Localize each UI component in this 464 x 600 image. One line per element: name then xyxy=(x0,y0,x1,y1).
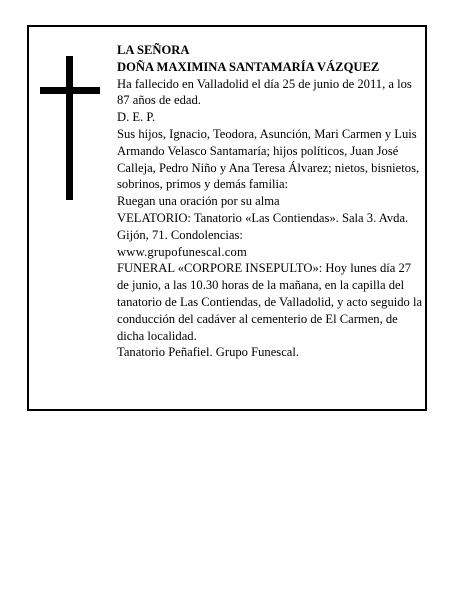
wake-info: VELATORIO: Tanatorio «Las Contiendas». Sala 3. Avda. Gijón, 71. Condolencias: xyxy=(117,210,409,242)
dep-line: D. E. P. xyxy=(117,110,156,125)
deceased-name: DOÑA MAXIMINA SANTAMARÍA VÁZQUEZ xyxy=(117,59,380,74)
condolences-website: www.grupofunescal.com xyxy=(117,244,247,259)
notice-title-line1: LA SEÑORA xyxy=(117,43,190,57)
cross-icon xyxy=(40,56,100,200)
family-list: Sus hijos, Ignacio, Teodora, Asunción, Mari Carmen y Luis Armando Velasco Santamaría; hijos políticos, Juan José Calleja, Pedro Niño y Ana Teresa Álvarez; nietos, bisnietos, sobrinos, primos y demás familia: xyxy=(117,126,420,192)
cross-horizontal-bar xyxy=(40,87,100,94)
funeral-home-footer: Tanatorio Peñafiel. Grupo Funescal. xyxy=(117,345,300,360)
obituary-notice xyxy=(27,25,427,411)
obituary-text xyxy=(117,42,425,361)
prayer-request: Ruegan una oración por su alma xyxy=(117,194,280,209)
funeral-info: FUNERAL «CORPORE INSEPULTO»: Hoy lunes día 27 de junio, a las 10.30 horas de la mañana, en la capilla del tanatorio de Las Contiendas, de Valladolid, y acto seguido la conducción del cadáver al cementerio de El Carmen, de dicha localidad. xyxy=(117,261,423,343)
death-info: Ha fallecido en Valladolid el día 25 de junio de 2011, a los 87 años de edad. xyxy=(117,76,412,108)
cross-vertical-bar xyxy=(66,56,73,200)
